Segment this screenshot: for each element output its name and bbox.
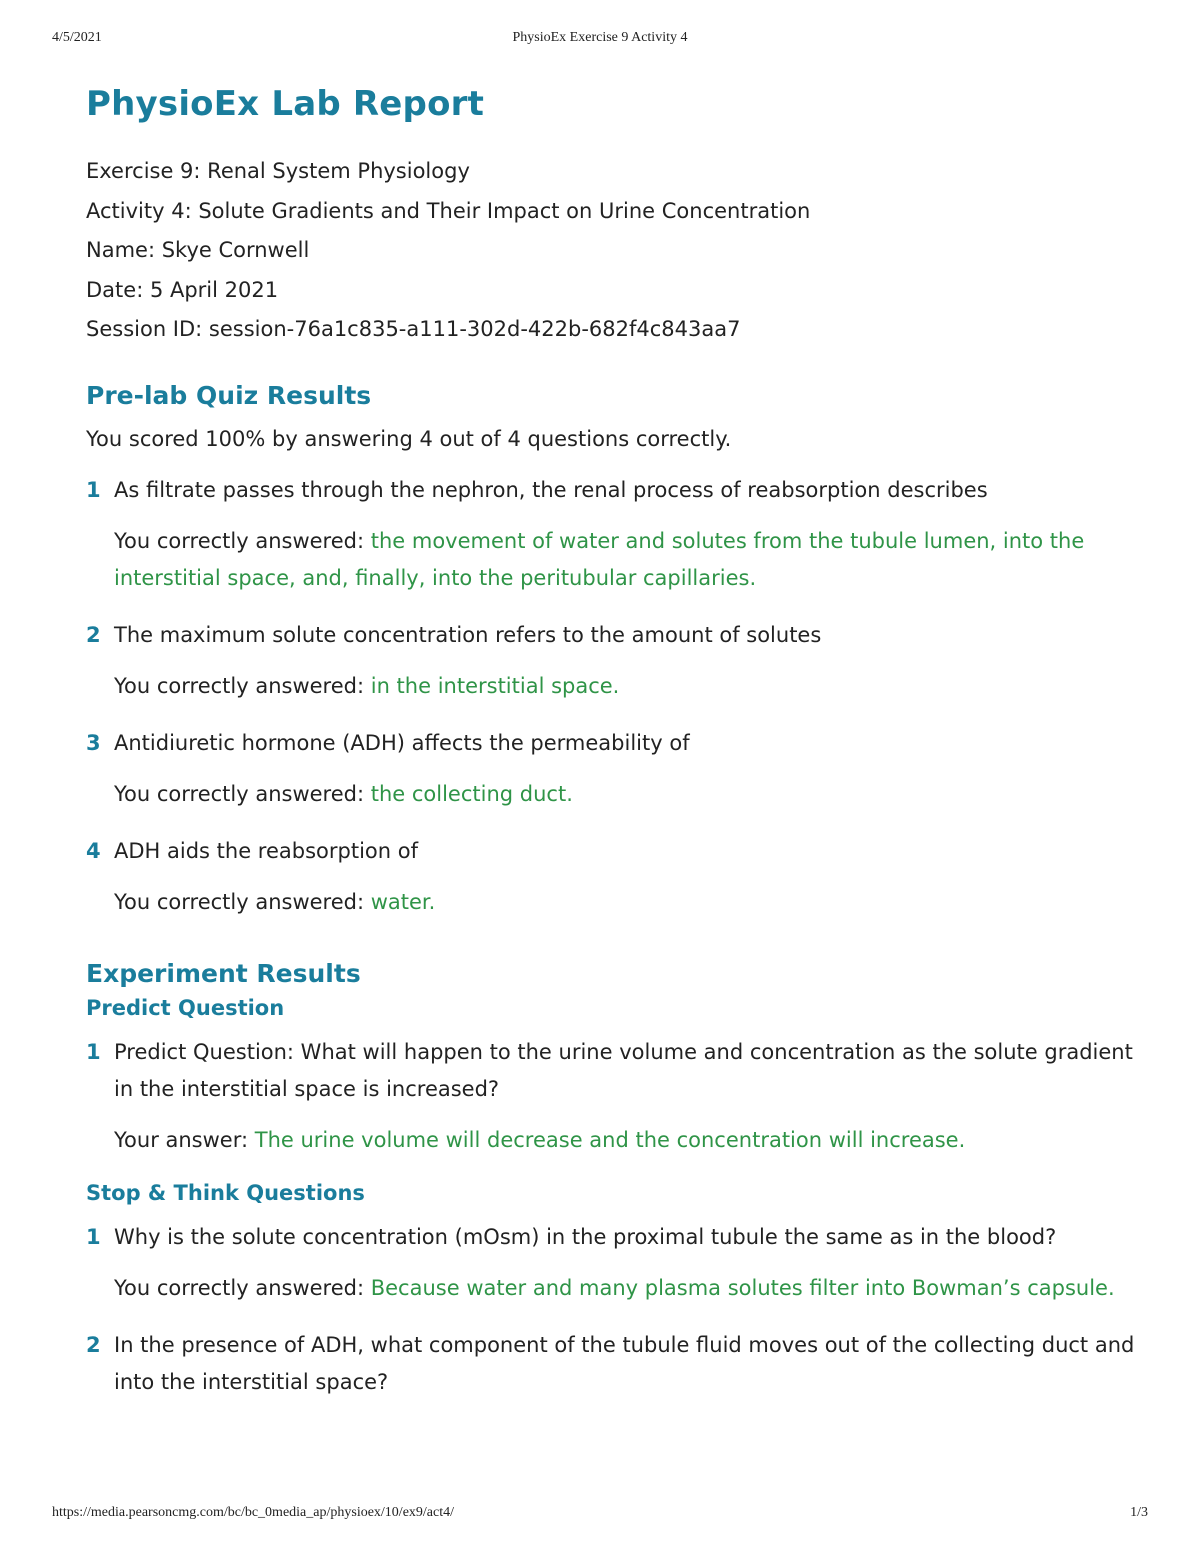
student-name: Name: Skye Cornwell <box>86 238 310 262</box>
activity-line: Activity 4: Solute Gradients and Their Impact on Urine Concentration <box>86 198 811 223</box>
answer-prefix: You correctly answered: <box>114 1275 371 1300</box>
question-number: 2 <box>86 622 101 647</box>
question-number: 1 <box>86 477 101 502</box>
session-id: Session ID: session-76a1c835-a111-302d-422b-682f4c843aa7 <box>86 317 741 341</box>
question-number: 4 <box>86 838 101 863</box>
stop-think-question <box>86 1219 1146 1307</box>
question-text: Predict Question: What will happen to the urine volume and concentration as the solute gradient in the interstitial space is increased? <box>114 1039 1133 1101</box>
correct-answer: the collecting duct. <box>370 781 573 806</box>
answer-prefix: You correctly answered: <box>114 528 371 553</box>
question-text: Antidiuretic hormone (ADH) affects the permeability of <box>114 730 690 755</box>
correct-answer: in the interstitial space. <box>370 673 620 698</box>
question-answer <box>114 1122 1146 1159</box>
prelab-question <box>86 833 1146 921</box>
page-url: https://media.pearsoncmg.com/bc/bc_0media_ap/physioex/10/ex9/act4/ <box>52 1505 455 1520</box>
question-text: As filtrate passes through the nephron, the renal process of reabsorption describes <box>114 477 988 502</box>
question-text: In the presence of ADH, what component of the tubule fluid moves out of the collecting duct and into the interstitial space? <box>114 1332 1135 1394</box>
prelab-question <box>86 725 1146 813</box>
question-answer <box>114 776 1146 813</box>
print-title: PhysioEx Exercise 9 Activity 4 <box>512 30 688 45</box>
stop-think-heading: Stop & Think Questions <box>86 1180 365 1205</box>
question-number: 1 <box>86 1224 101 1249</box>
experiment-heading: Experiment Results <box>86 958 361 988</box>
print-header <box>52 30 1148 50</box>
prelab-question <box>86 472 1146 597</box>
prelab-heading: Pre-lab Quiz Results <box>86 380 372 410</box>
question-answer <box>114 523 1146 597</box>
report-date: Date: 5 April 2021 <box>86 277 279 302</box>
answer-prefix: You correctly answered: <box>114 781 371 806</box>
question-number: 3 <box>86 730 101 755</box>
exercise-line: Exercise 9: Renal System Physiology <box>86 159 470 183</box>
report-content <box>86 80 1146 1421</box>
prelab-question <box>86 617 1146 705</box>
print-footer <box>52 1505 1148 1525</box>
question-text: The maximum solute concentration refers to the amount of solutes <box>114 622 822 647</box>
page-number: 1/3 <box>1130 1505 1148 1520</box>
print-date: 4/5/2021 <box>52 30 102 45</box>
question-text: Why is the solute concentration (mOsm) in the proximal tubule the same as in the blood? <box>114 1224 1057 1249</box>
question-text: ADH aids the reabsorption of <box>114 838 418 863</box>
correct-answer: water. <box>370 889 436 914</box>
student-answer: The urine volume will decrease and the concentration will increase. <box>254 1127 966 1152</box>
predict-heading: Predict Question <box>86 995 285 1020</box>
question-answer <box>114 668 1146 705</box>
predict-question <box>86 1034 1146 1159</box>
report-title: PhysioEx Lab Report <box>86 84 485 124</box>
question-number: 2 <box>86 1332 101 1357</box>
correct-answer: the movement of water and solutes from the tubule lumen, into the interstitial space, and, finally, into the peritubular capillaries. <box>114 528 1085 590</box>
question-answer <box>114 1270 1146 1307</box>
answer-prefix: You correctly answered: <box>114 889 371 914</box>
prelab-score: You scored 100% by answering 4 out of 4 questions correctly. <box>86 426 732 451</box>
question-answer <box>114 884 1146 921</box>
question-number: 1 <box>86 1039 101 1064</box>
answer-prefix: You correctly answered: <box>114 673 371 698</box>
correct-answer: Because water and many plasma solutes filter into Bowman’s capsule. <box>370 1275 1115 1300</box>
answer-prefix: Your answer: <box>114 1127 255 1152</box>
stop-think-question <box>86 1327 1146 1401</box>
